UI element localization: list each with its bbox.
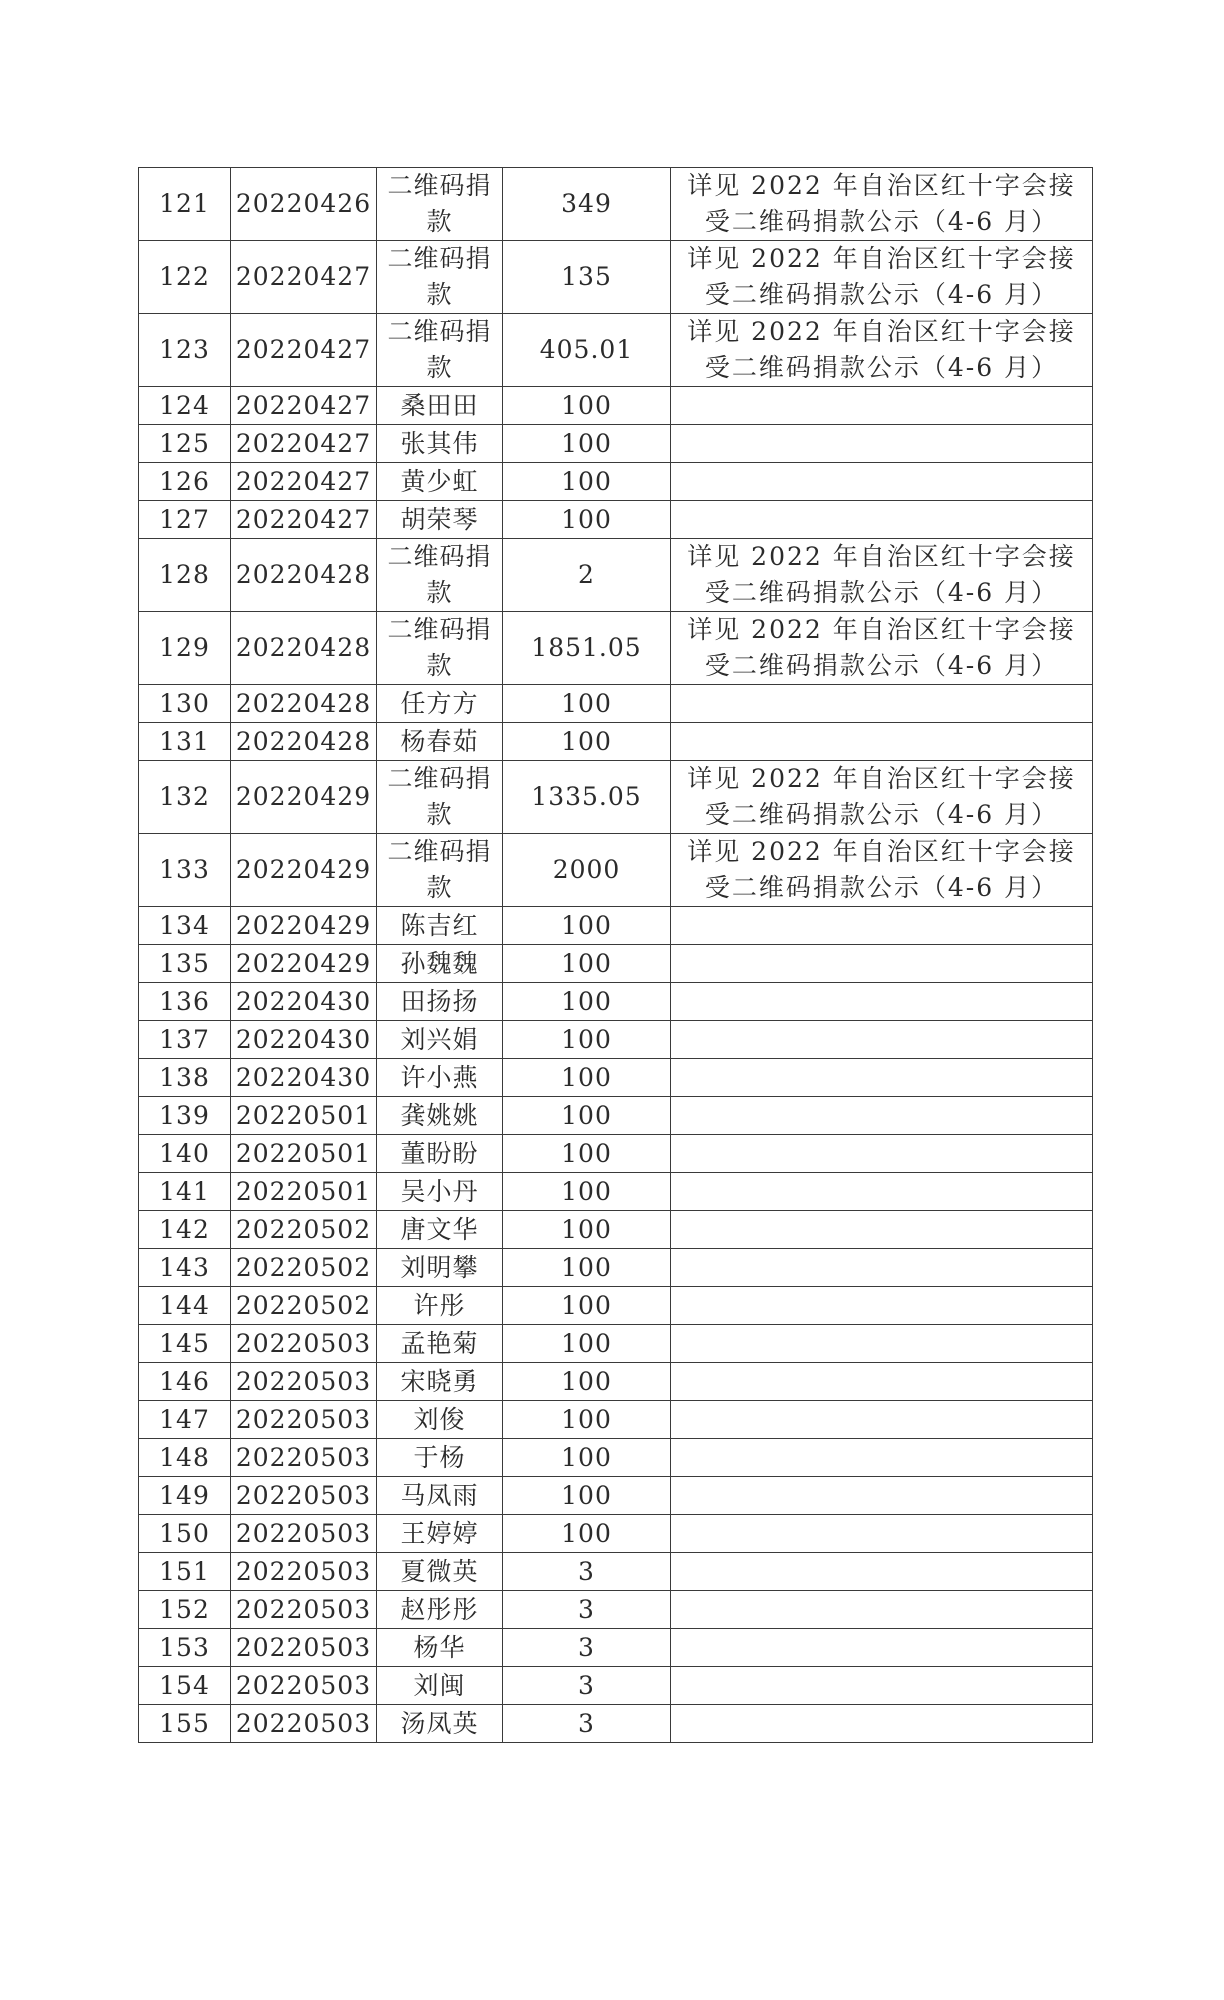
- date-cell: 20220503: [231, 1553, 377, 1591]
- donor-cell: 孙魏魏: [377, 945, 503, 983]
- serial-number-cell: 151: [139, 1553, 231, 1591]
- note-cell: [671, 685, 1093, 723]
- serial-number-cell: 129: [139, 612, 231, 685]
- donor-cell: 二维码捐款: [377, 612, 503, 685]
- amount-cell: 100: [503, 1021, 671, 1059]
- serial-number-cell: 143: [139, 1249, 231, 1287]
- note-cell: 详见 2022 年自治区红十字会接受二维码捐款公示（4-6 月）: [671, 761, 1093, 834]
- date-cell: 20220501: [231, 1097, 377, 1135]
- donor-cell: 杨华: [377, 1629, 503, 1667]
- table-row: [139, 1021, 1093, 1059]
- amount-cell: 100: [503, 1477, 671, 1515]
- date-cell: 20220503: [231, 1477, 377, 1515]
- amount-cell: 3: [503, 1553, 671, 1591]
- serial-number-cell: 135: [139, 945, 231, 983]
- note-cell: [671, 1705, 1093, 1743]
- donor-cell: 董盼盼: [377, 1135, 503, 1173]
- note-cell: [671, 1287, 1093, 1325]
- amount-cell: 135: [503, 241, 671, 314]
- donor-cell: 刘兴娟: [377, 1021, 503, 1059]
- serial-number-cell: 126: [139, 463, 231, 501]
- date-cell: 20220430: [231, 1059, 377, 1097]
- table-row: [139, 1439, 1093, 1477]
- table-row: [139, 1705, 1093, 1743]
- note-cell: [671, 1591, 1093, 1629]
- note-cell: [671, 1401, 1093, 1439]
- date-cell: 20220501: [231, 1135, 377, 1173]
- serial-number-cell: 154: [139, 1667, 231, 1705]
- note-cell: [671, 1249, 1093, 1287]
- note-cell: [671, 1135, 1093, 1173]
- donor-cell: 刘闽: [377, 1667, 503, 1705]
- amount-cell: 1335.05: [503, 761, 671, 834]
- donor-cell: 唐文华: [377, 1211, 503, 1249]
- date-cell: 20220503: [231, 1629, 377, 1667]
- date-cell: 20220427: [231, 463, 377, 501]
- donor-cell: 杨春茹: [377, 723, 503, 761]
- table-row: [139, 761, 1093, 834]
- note-cell: [671, 1173, 1093, 1211]
- table-row: [139, 1059, 1093, 1097]
- table-row: [139, 241, 1093, 314]
- serial-number-cell: 132: [139, 761, 231, 834]
- serial-number-cell: 138: [139, 1059, 231, 1097]
- table-row: [139, 1173, 1093, 1211]
- amount-cell: 100: [503, 1135, 671, 1173]
- table-row: [139, 1325, 1093, 1363]
- date-cell: 20220429: [231, 761, 377, 834]
- donor-cell: 吴小丹: [377, 1173, 503, 1211]
- donor-cell: 任方方: [377, 685, 503, 723]
- note-cell: [671, 501, 1093, 539]
- table-row: [139, 1629, 1093, 1667]
- amount-cell: 100: [503, 1325, 671, 1363]
- date-cell: 20220427: [231, 425, 377, 463]
- date-cell: 20220501: [231, 1173, 377, 1211]
- serial-number-cell: 133: [139, 834, 231, 907]
- note-cell: [671, 1211, 1093, 1249]
- serial-number-cell: 127: [139, 501, 231, 539]
- date-cell: 20220430: [231, 1021, 377, 1059]
- amount-cell: 405.01: [503, 314, 671, 387]
- donor-cell: 二维码捐款: [377, 314, 503, 387]
- donor-cell: 许彤: [377, 1287, 503, 1325]
- table-row: [139, 314, 1093, 387]
- donor-cell: 汤凤英: [377, 1705, 503, 1743]
- note-cell: [671, 463, 1093, 501]
- table-row: [139, 1363, 1093, 1401]
- note-cell: [671, 723, 1093, 761]
- note-cell: [671, 1021, 1093, 1059]
- serial-number-cell: 149: [139, 1477, 231, 1515]
- date-cell: 20220503: [231, 1401, 377, 1439]
- table-row: [139, 1135, 1093, 1173]
- date-cell: 20220429: [231, 907, 377, 945]
- table-row: [139, 907, 1093, 945]
- serial-number-cell: 144: [139, 1287, 231, 1325]
- amount-cell: 2: [503, 539, 671, 612]
- amount-cell: 1851.05: [503, 612, 671, 685]
- table-row: [139, 945, 1093, 983]
- note-cell: [671, 1325, 1093, 1363]
- serial-number-cell: 153: [139, 1629, 231, 1667]
- table-row: [139, 1249, 1093, 1287]
- serial-number-cell: 125: [139, 425, 231, 463]
- amount-cell: 100: [503, 983, 671, 1021]
- donor-cell: 于杨: [377, 1439, 503, 1477]
- serial-number-cell: 130: [139, 685, 231, 723]
- note-cell: 详见 2022 年自治区红十字会接受二维码捐款公示（4-6 月）: [671, 612, 1093, 685]
- serial-number-cell: 148: [139, 1439, 231, 1477]
- donor-cell: 夏微英: [377, 1553, 503, 1591]
- note-cell: [671, 1059, 1093, 1097]
- serial-number-cell: 139: [139, 1097, 231, 1135]
- amount-cell: 3: [503, 1667, 671, 1705]
- donor-cell: 二维码捐款: [377, 761, 503, 834]
- date-cell: 20220503: [231, 1515, 377, 1553]
- date-cell: 20220503: [231, 1325, 377, 1363]
- table-row: [139, 1667, 1093, 1705]
- amount-cell: 100: [503, 425, 671, 463]
- donor-cell: 黄少虹: [377, 463, 503, 501]
- table-row: [139, 387, 1093, 425]
- amount-cell: 100: [503, 1439, 671, 1477]
- serial-number-cell: 152: [139, 1591, 231, 1629]
- note-cell: [671, 1439, 1093, 1477]
- donation-table-body: [139, 168, 1093, 1743]
- date-cell: 20220427: [231, 314, 377, 387]
- note-cell: 详见 2022 年自治区红十字会接受二维码捐款公示（4-6 月）: [671, 241, 1093, 314]
- note-cell: 详见 2022 年自治区红十字会接受二维码捐款公示（4-6 月）: [671, 314, 1093, 387]
- amount-cell: 100: [503, 1211, 671, 1249]
- serial-number-cell: 134: [139, 907, 231, 945]
- serial-number-cell: 155: [139, 1705, 231, 1743]
- amount-cell: 100: [503, 1515, 671, 1553]
- donor-cell: 二维码捐款: [377, 539, 503, 612]
- table-row: [139, 168, 1093, 241]
- note-cell: [671, 425, 1093, 463]
- serial-number-cell: 140: [139, 1135, 231, 1173]
- date-cell: 20220429: [231, 945, 377, 983]
- serial-number-cell: 124: [139, 387, 231, 425]
- date-cell: 20220428: [231, 685, 377, 723]
- date-cell: 20220502: [231, 1249, 377, 1287]
- donor-cell: 桑田田: [377, 387, 503, 425]
- donor-cell: 孟艳菊: [377, 1325, 503, 1363]
- table-row: [139, 539, 1093, 612]
- table-row: [139, 612, 1093, 685]
- table-row: [139, 1287, 1093, 1325]
- note-cell: 详见 2022 年自治区红十字会接受二维码捐款公示（4-6 月）: [671, 834, 1093, 907]
- date-cell: 20220427: [231, 387, 377, 425]
- donor-cell: 刘俊: [377, 1401, 503, 1439]
- donor-cell: 田扬扬: [377, 983, 503, 1021]
- amount-cell: 3: [503, 1705, 671, 1743]
- donor-cell: 二维码捐款: [377, 241, 503, 314]
- serial-number-cell: 137: [139, 1021, 231, 1059]
- serial-number-cell: 122: [139, 241, 231, 314]
- amount-cell: 100: [503, 723, 671, 761]
- table-row: [139, 425, 1093, 463]
- serial-number-cell: 142: [139, 1211, 231, 1249]
- donation-table: [138, 167, 1093, 1743]
- date-cell: 20220426: [231, 168, 377, 241]
- donor-cell: 宋晓勇: [377, 1363, 503, 1401]
- date-cell: 20220503: [231, 1363, 377, 1401]
- amount-cell: 100: [503, 1287, 671, 1325]
- amount-cell: 3: [503, 1591, 671, 1629]
- note-cell: [671, 945, 1093, 983]
- donor-cell: 王婷婷: [377, 1515, 503, 1553]
- donor-cell: 二维码捐款: [377, 168, 503, 241]
- amount-cell: 100: [503, 1249, 671, 1287]
- table-row: [139, 1211, 1093, 1249]
- note-cell: [671, 907, 1093, 945]
- date-cell: 20220428: [231, 612, 377, 685]
- amount-cell: 100: [503, 685, 671, 723]
- table-row: [139, 1553, 1093, 1591]
- date-cell: 20220427: [231, 241, 377, 314]
- table-row: [139, 723, 1093, 761]
- serial-number-cell: 150: [139, 1515, 231, 1553]
- amount-cell: 100: [503, 501, 671, 539]
- amount-cell: 100: [503, 907, 671, 945]
- table-row: [139, 501, 1093, 539]
- amount-cell: 100: [503, 1401, 671, 1439]
- date-cell: 20220503: [231, 1705, 377, 1743]
- serial-number-cell: 136: [139, 983, 231, 1021]
- amount-cell: 100: [503, 387, 671, 425]
- table-row: [139, 1591, 1093, 1629]
- amount-cell: 100: [503, 945, 671, 983]
- table-row: [139, 1515, 1093, 1553]
- donor-cell: 胡荣琴: [377, 501, 503, 539]
- note-cell: 详见 2022 年自治区红十字会接受二维码捐款公示（4-6 月）: [671, 539, 1093, 612]
- serial-number-cell: 123: [139, 314, 231, 387]
- table-row: [139, 1097, 1093, 1135]
- amount-cell: 100: [503, 1173, 671, 1211]
- date-cell: 20220428: [231, 723, 377, 761]
- table-row: [139, 1401, 1093, 1439]
- date-cell: 20220502: [231, 1287, 377, 1325]
- date-cell: 20220503: [231, 1667, 377, 1705]
- date-cell: 20220502: [231, 1211, 377, 1249]
- date-cell: 20220503: [231, 1439, 377, 1477]
- note-cell: [671, 1667, 1093, 1705]
- note-cell: [671, 983, 1093, 1021]
- donor-cell: 刘明攀: [377, 1249, 503, 1287]
- date-cell: 20220427: [231, 501, 377, 539]
- serial-number-cell: 145: [139, 1325, 231, 1363]
- serial-number-cell: 131: [139, 723, 231, 761]
- date-cell: 20220428: [231, 539, 377, 612]
- table-row: [139, 463, 1093, 501]
- amount-cell: 2000: [503, 834, 671, 907]
- donor-cell: 张其伟: [377, 425, 503, 463]
- donor-cell: 二维码捐款: [377, 834, 503, 907]
- amount-cell: 100: [503, 463, 671, 501]
- note-cell: [671, 387, 1093, 425]
- amount-cell: 100: [503, 1363, 671, 1401]
- serial-number-cell: 128: [139, 539, 231, 612]
- note-cell: [671, 1553, 1093, 1591]
- serial-number-cell: 121: [139, 168, 231, 241]
- date-cell: 20220430: [231, 983, 377, 1021]
- donor-cell: 陈吉红: [377, 907, 503, 945]
- date-cell: 20220503: [231, 1591, 377, 1629]
- serial-number-cell: 141: [139, 1173, 231, 1211]
- note-cell: [671, 1515, 1093, 1553]
- table-row: [139, 1477, 1093, 1515]
- note-cell: [671, 1097, 1093, 1135]
- table-row: [139, 685, 1093, 723]
- amount-cell: 100: [503, 1097, 671, 1135]
- serial-number-cell: 147: [139, 1401, 231, 1439]
- table-row: [139, 834, 1093, 907]
- serial-number-cell: 146: [139, 1363, 231, 1401]
- amount-cell: 100: [503, 1059, 671, 1097]
- amount-cell: 349: [503, 168, 671, 241]
- donor-cell: 赵彤彤: [377, 1591, 503, 1629]
- table-row: [139, 983, 1093, 1021]
- note-cell: [671, 1629, 1093, 1667]
- note-cell: 详见 2022 年自治区红十字会接受二维码捐款公示（4-6 月）: [671, 168, 1093, 241]
- amount-cell: 3: [503, 1629, 671, 1667]
- donor-cell: 许小燕: [377, 1059, 503, 1097]
- donor-cell: 马凤雨: [377, 1477, 503, 1515]
- donor-cell: 龚姚姚: [377, 1097, 503, 1135]
- note-cell: [671, 1363, 1093, 1401]
- date-cell: 20220429: [231, 834, 377, 907]
- note-cell: [671, 1477, 1093, 1515]
